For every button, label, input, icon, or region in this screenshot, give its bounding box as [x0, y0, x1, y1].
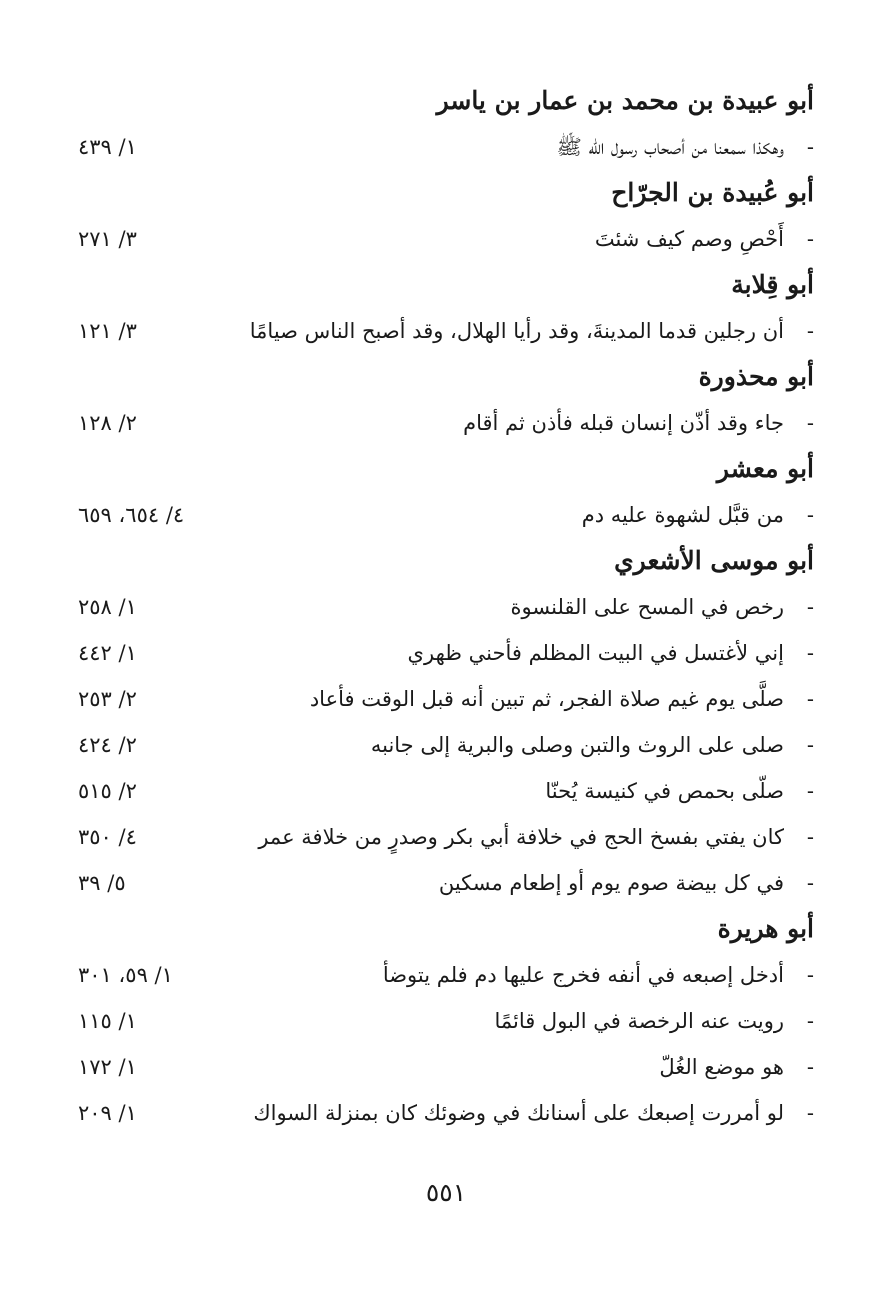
section-title: أبو عُبيدة بن الجرّاح [611, 178, 814, 207]
entry-text: لو أمررت إصبعك على أسنانك في وضوئك كان بمنزلة السواك [253, 1101, 784, 1125]
entry-dash: - [806, 871, 814, 895]
entry-dash: - [806, 595, 814, 619]
entry-reference: ٤/ ٦٥٤، ٦٥٩ [78, 503, 185, 527]
entry-dash: - [806, 779, 814, 803]
index-entry [78, 952, 814, 998]
entry-text: كان يفتي بفسخ الحج في خلافة أبي بكر وصدرٍ من خلافة عمر [258, 825, 784, 849]
entry-text: أدخل إصبعه في أنفه فخرج عليها دم فلم يتوضأ [382, 963, 784, 987]
entry-reference: ٢/ ٥١٥ [78, 779, 137, 803]
entry-dash: - [806, 319, 814, 343]
index-entry [78, 1044, 814, 1090]
entry-text: أَحْصِ وصم كيف شئتَ [594, 227, 784, 251]
index-section [78, 446, 814, 538]
entry-text: أن رجلين قدما المدينةَ، وقد رأيا الهلال، وقد أصبح الناس صيامًا [249, 319, 784, 343]
entry-text: جاء وقد أذّن إنسان قبله فأذن ثم أقام [463, 411, 784, 435]
entry-dash: - [806, 411, 814, 435]
entry-text: رويت عنه الرخصة في البول قائمًا [494, 1009, 784, 1033]
entry-text: هو موضع الغُلّ [659, 1055, 784, 1079]
entry-dash: - [806, 733, 814, 757]
entry-dash: - [806, 503, 814, 527]
entry-text: صلَّى يوم غيم صلاة الفجر، ثم تبين أنه قبل الوقت فأعاد [309, 687, 784, 711]
index-entry [78, 722, 814, 768]
index-section [78, 78, 814, 170]
index-entry [78, 630, 814, 676]
index-section [78, 170, 814, 262]
index-entry [78, 216, 814, 262]
index-entry [78, 308, 814, 354]
index-entry [78, 676, 814, 722]
entry-text: من قبَّل لشهوة عليه دم [581, 503, 784, 527]
entry-reference: ٢/ ١٢٨ [78, 411, 137, 435]
index-entry [78, 814, 814, 860]
entry-reference: ٢/ ٢٥٣ [78, 687, 137, 711]
page-number: ٥٥١ [425, 1178, 467, 1207]
entry-reference: ٣/ ١٢١ [78, 319, 137, 343]
index-entry [78, 584, 814, 630]
entry-text: في كل بيضة صوم يوم أو إطعام مسكين [438, 871, 784, 895]
entry-dash: - [806, 641, 814, 665]
entry-reference: ٢/ ٤٢٤ [78, 733, 137, 757]
section-title: أبو هريرة [717, 914, 814, 943]
entry-dash: - [806, 825, 814, 849]
entry-dash: - [806, 687, 814, 711]
entry-reference: ٣/ ٢٧١ [78, 227, 137, 251]
entry-dash: - [806, 1009, 814, 1033]
entry-reference: ٥/ ٣٩ [78, 871, 126, 895]
index-section [78, 354, 814, 446]
entry-text: صلّى بحمص في كنيسة يُحنّا [545, 779, 784, 803]
entry-dash: - [806, 963, 814, 987]
entry-reference: ١/ ٤٤٢ [78, 641, 137, 665]
index-entry [78, 400, 814, 446]
entry-reference: ١/ ٥٩، ٣٠١ [78, 963, 173, 987]
entry-reference: ١/ ١٧٢ [78, 1055, 137, 1079]
index-section [78, 538, 814, 906]
index-section [78, 906, 814, 1136]
entry-dash: - [806, 227, 814, 251]
index-entry [78, 998, 814, 1044]
entry-reference: ١/ ٤٣٩ [78, 135, 137, 159]
entry-text: رخص في المسح على القلنسوة [510, 595, 784, 619]
entry-dash: - [806, 1101, 814, 1125]
section-title: أبو قِلابة [731, 270, 814, 299]
section-title: أبو موسى الأشعري [614, 546, 814, 575]
section-title: أبو محذورة [698, 362, 814, 391]
index-entry [78, 492, 814, 538]
entry-reference: ١/ ١١٥ [78, 1009, 137, 1033]
entry-text: إني لأغتسل في البيت المظلم فأحني ظهري [407, 641, 784, 665]
index-entry [78, 1090, 814, 1136]
index-entry [78, 124, 814, 170]
entry-text: صلى على الروث والتبن وصلى والبرية إلى جانبه [370, 733, 784, 757]
entry-dash: - [806, 135, 814, 159]
index-entry [78, 860, 814, 906]
entry-reference: ٤/ ٣٥٠ [78, 825, 137, 849]
index-entry [78, 768, 814, 814]
entry-reference: ١/ ٢٠٩ [78, 1101, 137, 1125]
entry-reference: ١/ ٢٥٨ [78, 595, 137, 619]
index-section [78, 262, 814, 354]
entry-text: وهكذا سمعنا من أصحاب رسول الله ﷺ [556, 135, 784, 159]
index-page [78, 78, 814, 1136]
section-title: أبو عبيدة بن محمد بن عمار بن ياسر [436, 86, 814, 115]
section-title: أبو معشر [716, 454, 814, 483]
entry-dash: - [806, 1055, 814, 1079]
